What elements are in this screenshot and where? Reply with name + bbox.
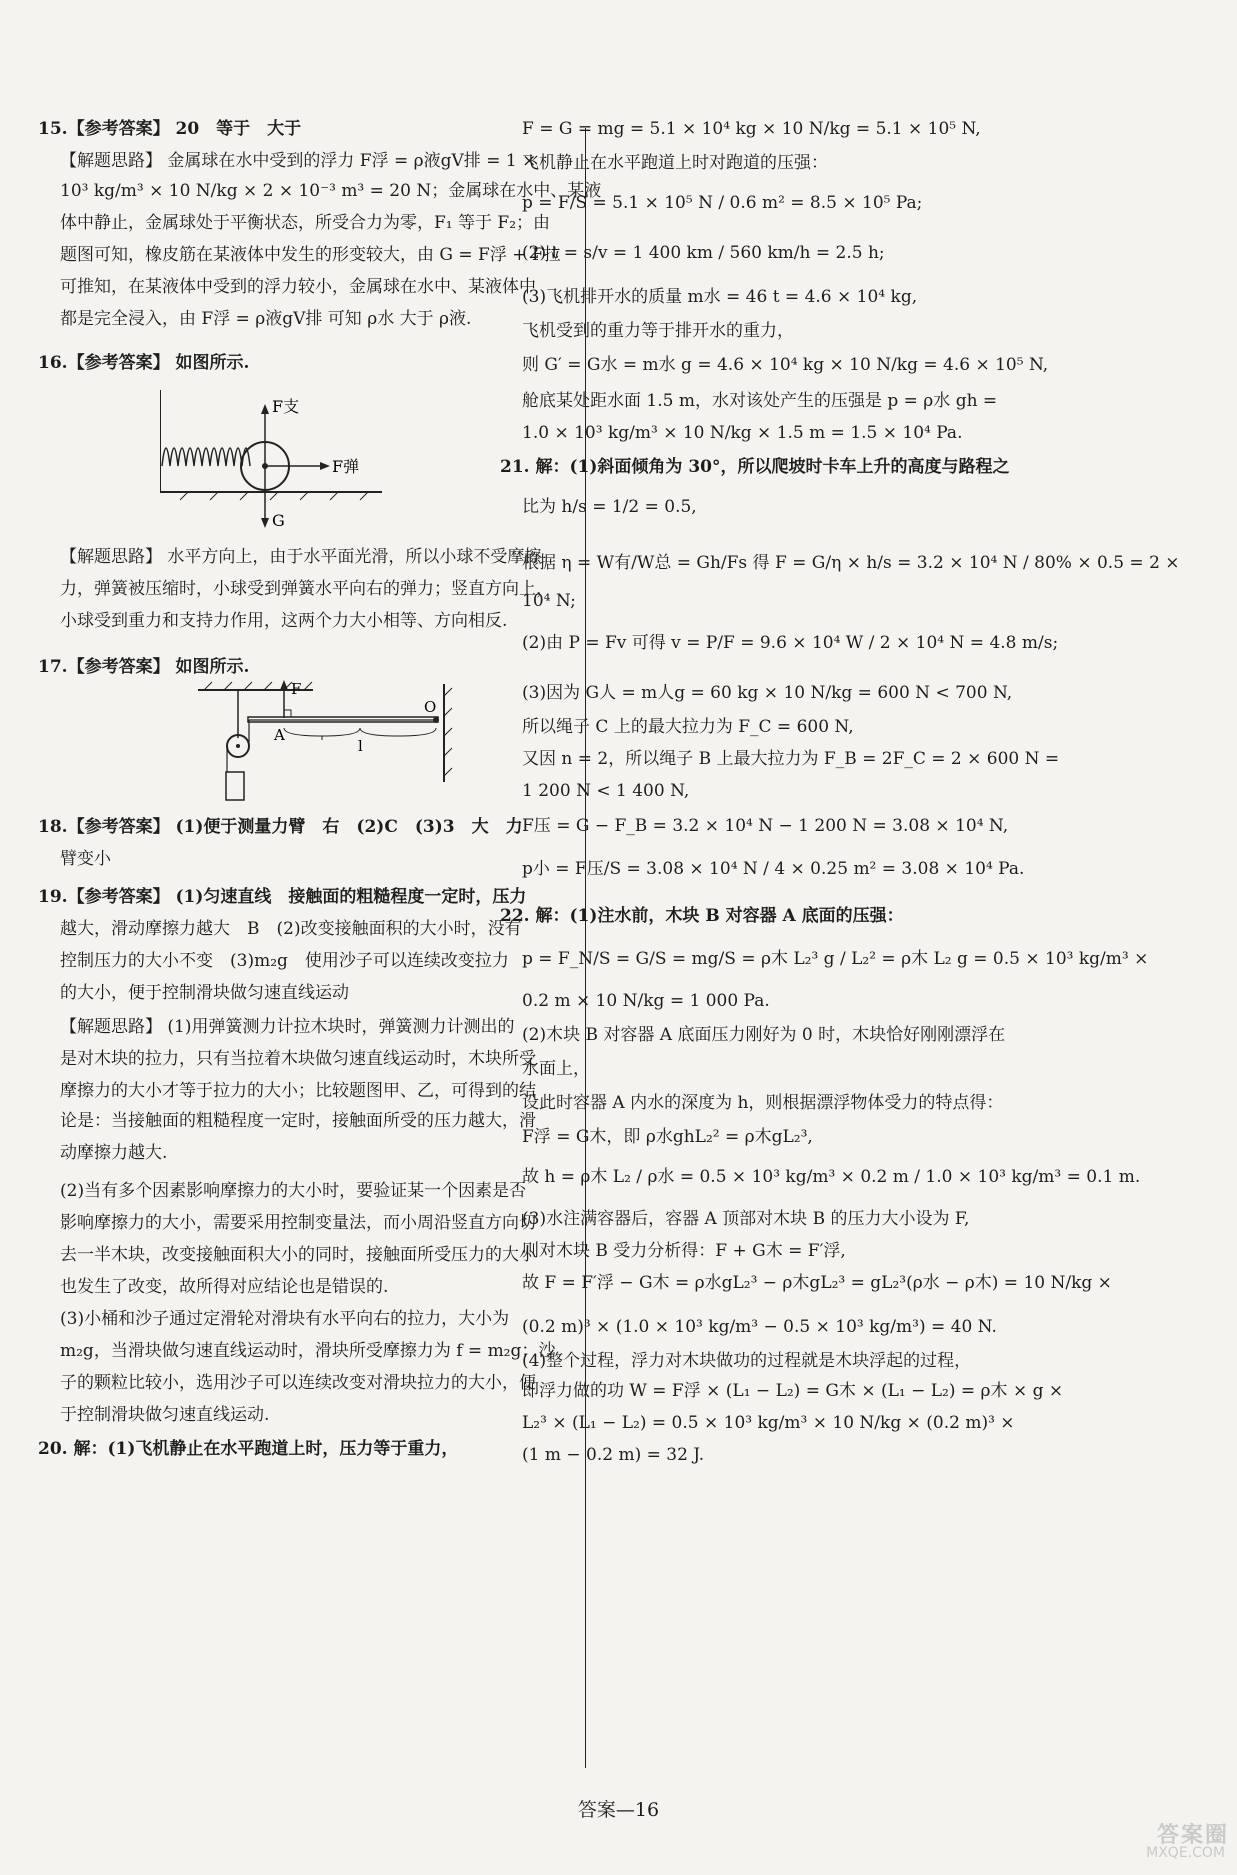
figure-17-lever-pulley: [198, 676, 458, 806]
left-text-line: 是对木块的拉力，只有当拉着木块做匀速直线运动时，木块所受: [60, 1049, 536, 1069]
right-text-line: (4)整个过程，浮力对木块做功的过程就是木块浮起的过程，: [522, 1351, 972, 1371]
right-text-line: L₂³ × (L₁ − L₂) = 0.5 × 10³ kg/m³ × 10 N/kg × (0.2 m)³ ×: [522, 1413, 1015, 1433]
left-text-line: 论是：当接触面的粗糙程度一定时，接触面所受的压力越大，滑: [60, 1111, 536, 1131]
right-text-line: 1 200 N < 1 400 N,: [522, 781, 690, 801]
right-text-line: (3)飞机排开水的质量 m水 = 46 t = 4.6 × 10⁴ kg,: [522, 287, 918, 307]
left-text-line: 15.【参考答案】 20 等于 大于: [38, 119, 302, 139]
right-text-line: 22. 解：(1)注水前，木块 B 对容器 A 底面的压强：: [500, 906, 904, 926]
right-text-line: (2) t = s/v = 1 400 km / 560 km/h = 2.5 h;: [522, 243, 885, 263]
left-text-line: 小球受到重力和支持力作用，这两个力大小相等、方向相反.: [60, 611, 508, 631]
left-text-line: 影响摩擦力的大小，需要采用控制变量法，而小周沿竖直方向切: [60, 1213, 536, 1233]
label-pivot-o: O: [424, 698, 437, 716]
left-text-line: 19.【参考答案】 (1)匀速直线 接触面的粗糙程度一定时，压力: [38, 887, 527, 907]
left-text-line: 力，弹簧被压缩时，小球受到弹簧水平向右的弹力；竖直方向上，: [60, 579, 553, 599]
left-text-line: 【解题思路】 金属球在水中受到的浮力 F浮 = ρ液gV排 = 1 ×: [60, 151, 537, 171]
right-text-line: 水面上，: [522, 1059, 590, 1079]
left-text-line: (3)小桶和沙子通过定滑轮对滑块有水平向右的拉力，大小为: [60, 1309, 510, 1329]
right-text-line: (3)因为 G人 = m人g = 60 kg × 10 N/kg = 600 N < 700 N,: [522, 683, 1013, 703]
label-force-f: F: [291, 680, 302, 698]
left-text-line: 18.【参考答案】 (1)便于测量力臂 右 (2)C (3)3 大 力: [38, 817, 523, 837]
left-text-line: 于控制滑块做匀速直线运动.: [60, 1405, 270, 1425]
left-text-line: 动摩擦力越大.: [60, 1143, 168, 1163]
label-arm-l: l: [358, 737, 363, 755]
label-f-support: F支: [272, 397, 300, 416]
left-text-line: 的大小，便于控制滑块做匀速直线运动: [60, 983, 349, 1003]
right-text-line: F浮 = G木，即 ρ水ghL₂² = ρ木gL₂³,: [522, 1127, 813, 1147]
page-footer: 答案—16: [577, 1799, 660, 1821]
left-text-line: 也发生了改变，故所得对应结论也是错误的.: [60, 1277, 389, 1297]
left-text-line: 体中静止，金属球处于平衡状态，所受合力为零，F₁ 等于 F₂；由: [60, 213, 551, 233]
right-text-line: 故 F = F′浮 − G木 = ρ水gL₂³ − ρ木gL₂³ = gL₂³(ρ水 − ρ木) = 10 N/kg ×: [522, 1273, 1112, 1293]
right-text-line: 设此时容器 A 内水的深度为 h，则根据漂浮物体受力的特点得：: [522, 1093, 1004, 1113]
watermark-logo: 答案圈: [1156, 1823, 1229, 1848]
left-text-line: 题图可知，橡皮筋在某液体中发生的形变较大，由 G = F浮 + F拉: [60, 245, 561, 265]
label-point-a: A: [274, 726, 285, 744]
left-text-line: m₂g，当滑块做匀速直线运动时，滑块所受摩擦力为 f = m₂g；沙: [60, 1341, 556, 1361]
right-text-line: F压 = G − F_B = 3.2 × 10⁴ N − 1 200 N = 3.08 × 10⁴ N,: [522, 816, 1009, 836]
left-text-line: 17.【参考答案】 如图所示.: [38, 657, 250, 677]
right-text-line: 又因 n = 2，所以绳子 B 上最大拉力为 F_B = 2F_C = 2 × 600 N =: [522, 749, 1060, 769]
figure-16-spring-ball: [160, 382, 400, 537]
left-text-line: 去一半木块，改变接触面积大小的同时，接触面所受压力的大小: [60, 1245, 536, 1265]
right-text-line: 舱底某处距水面 1.5 m，水对该处产生的压强是 p = ρ水 gh =: [522, 391, 998, 411]
label-f-spring: F弹: [332, 457, 360, 476]
right-text-line: (0.2 m)³ × (1.0 × 10³ kg/m³ − 0.5 × 10³ kg/m³) = 40 N.: [522, 1317, 997, 1337]
right-text-line: p = F_N/S = G/S = mg/S = ρ木 L₂³ g / L₂² = ρ木 L₂ g = 0.5 × 10³ kg/m³ ×: [522, 949, 1149, 969]
right-text-line: 飞机静止在水平跑道上时对跑道的压强：: [522, 153, 828, 173]
right-text-line: (3)水注满容器后，容器 A 顶部对木块 B 的压力大小设为 F,: [522, 1209, 970, 1229]
left-text-line: 16.【参考答案】 如图所示.: [38, 353, 250, 373]
right-text-line: (2)由 P = Fv 可得 v = P/F = 9.6 × 10⁴ W / 2 × 10⁴ N = 4.8 m/s;: [522, 633, 1059, 653]
right-text-line: 所以绳子 C 上的最大拉力为 F_C = 600 N,: [522, 717, 854, 737]
left-text-line: 控制压力的大小不变 (3)m₂g 使用沙子可以连续改变拉力: [60, 951, 509, 971]
right-text-line: 即浮力做的功 W = F浮 × (L₁ − L₂) = G木 × (L₁ − L₂) = ρ木 × g ×: [522, 1381, 1064, 1401]
right-text-line: 故 h = ρ木 L₂ / ρ水 = 0.5 × 10³ kg/m³ × 0.2 m / 1.0 × 10³ kg/m³ = 0.1 m.: [522, 1167, 1141, 1187]
right-text-line: 21. 解：(1)斜面倾角为 30°，所以爬坡时卡车上升的高度与路程之: [500, 457, 1010, 477]
left-text-line: 摩擦力的大小才等于拉力的大小；比较题图甲、乙，可得到的结: [60, 1081, 536, 1101]
right-text-line: (1 m − 0.2 m) = 32 J.: [522, 1445, 705, 1465]
left-text-line: (2)当有多个因素影响摩擦力的大小时，要验证某一个因素是否: [60, 1181, 527, 1201]
right-text-line: p小 = F压/S = 3.08 × 10⁴ N / 4 × 0.25 m² = 3.08 × 10⁴ Pa.: [522, 859, 1025, 879]
left-text-line: 臂变小: [60, 849, 111, 869]
right-text-line: 飞机受到的重力等于排开水的重力，: [522, 321, 794, 341]
right-text-line: 则 G′ = G水 = m水 g = 4.6 × 10⁴ kg × 10 N/kg = 4.6 × 10⁵ N,: [522, 355, 1049, 375]
left-text-line: 10³ kg/m³ × 10 N/kg × 2 × 10⁻³ m³ = 20 N；金属球在水中、某液: [60, 181, 602, 201]
label-gravity: G: [272, 511, 285, 530]
left-text-line: 子的颗粒比较小，选用沙子可以连续改变对滑块拉力的大小，便: [60, 1373, 536, 1393]
watermark-site: MXQE.COM: [1146, 1845, 1225, 1861]
right-text-line: 则对木块 B 受力分析得：F + G木 = F′浮,: [522, 1241, 846, 1261]
right-text-line: 1.0 × 10³ kg/m³ × 10 N/kg × 1.5 m = 1.5 × 10⁴ Pa.: [522, 423, 963, 443]
left-text-line: 20. 解：(1)飞机静止在水平跑道上时，压力等于重力，: [38, 1439, 459, 1459]
left-text-line: 都是完全浸入，由 F浮 = ρ液gV排 可知 ρ水 大于 ρ液.: [60, 309, 472, 329]
left-text-line: 越大，滑动摩擦力越大 B (2)改变接触面积的大小时，没有: [60, 919, 522, 939]
right-text-line: (2)木块 B 对容器 A 底面压力刚好为 0 时，木块恰好刚刚漂浮在: [522, 1025, 1006, 1045]
left-text-line: 【解题思路】 水平方向上，由于水平面光滑，所以小球不受摩擦: [60, 547, 542, 567]
right-text-line: 根据 η = W有/W总 = Gh/Fs 得 F = G/η × h/s = 3.2 × 10⁴ N / 80% × 0.5 = 2 ×: [522, 553, 1180, 573]
right-text-line: 0.2 m × 10 N/kg = 1 000 Pa.: [522, 991, 770, 1011]
right-text-line: p = F/S = 5.1 × 10⁵ N / 0.6 m² = 8.5 × 10⁵ Pa;: [522, 193, 923, 213]
right-text-line: 10⁴ N;: [522, 591, 576, 611]
right-text-line: F = G = mg = 5.1 × 10⁴ kg × 10 N/kg = 5.1 × 10⁵ N,: [522, 119, 981, 139]
left-text-line: 【解题思路】 (1)用弹簧测力计拉木块时，弹簧测力计测出的: [60, 1017, 515, 1037]
right-text-line: 比为 h/s = 1/2 = 0.5,: [522, 497, 697, 517]
left-text-line: 可推知，在某液体中受到的浮力较小，金属球在水中、某液体中: [60, 277, 536, 297]
